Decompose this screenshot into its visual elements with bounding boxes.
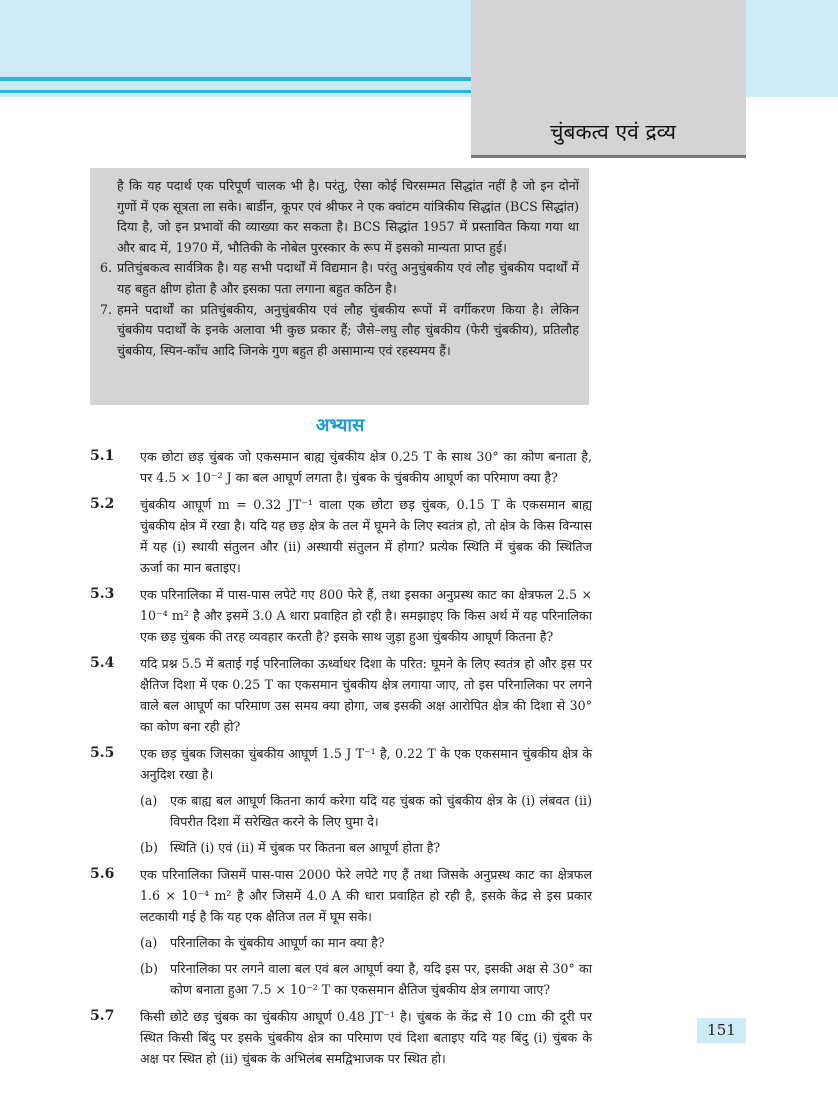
question-text: एक परिनालिका जिसमें पास-पास 2000 फेरे लपेटे गए हैं तथा जिसके अनुप्रस्थ काट का क्षेत्रफल 1.6 × 10⁻⁴ m² है और जिसमें 4.0 A की धारा प्रवाहित हो रही है, इसके केंद्र से इस प्रकार लटकायी गई है कि यह एक क्षैतिज तल में घूम सके।: [140, 867, 592, 924]
sub-text: स्थिति (i) एवं (ii) में चुंबक पर कितना बल आघूर्ण होता है?: [170, 840, 441, 855]
sub-text: परिनालिका पर लगने वाला बल एवं बल आघूर्ण क्या है, यदि इस पर, इसकी अक्ष से 30° का कोण बनाता हुआ 7.5 × 10⁻² T का एकसमान क्षैतिज चुंबकीय क्षेत्र लगाया जाए?: [170, 961, 592, 997]
point-text: हमने पदार्थों का प्रतिचुंबकीय, अनुचुंबकीय एवं लौह चुंबकीय रूपों में वर्गीकरण किया है। लेकिन चुंबकीय पदार्थों के इनके अलावा भी कुछ प्रकार हैं; जैसे–लघु लौह चुंबकीय (फेरी चुंबकीय), प्रतिलौह चुंबकीय, स्पिन-काँच आदि जिनके गुण बहुत ही असामान्य एवं रहस्यमय हैं।: [117, 301, 579, 358]
sub-label: (a): [140, 793, 158, 808]
sub-question: [140, 932, 592, 953]
exercise-question: [90, 743, 592, 858]
point-text: प्रतिचुंबकत्व सार्वत्रिक है। यह सभी पदार्थों में विद्यमान है। परंतु अनुचुंबकीय एवं लौह चुंबकीय पदार्थों में यह बहुत क्षीण होता है और इसका पता लगाना बहुत कठिन है।: [117, 260, 579, 296]
exercise-question: [90, 494, 592, 578]
question-text: किसी छोटे छड़ चुंबक का चुंबकीय आघूर्ण 0.48 JT⁻¹ है। चुंबक के केंद्र से 10 cm की दूरी पर स्थित किसी बिंदु पर इसके चुंबकीय क्षेत्र का परिमाण एवं दिशा बताइए यदि यह बिंदु (i) चुंबक के अक्ष पर स्थित हो (ii) चुंबक के अभिलंब समद्विभाजक पर स्थित हो।: [140, 1009, 592, 1066]
question-number: 5.4: [90, 655, 115, 671]
question-text: यदि प्रश्न 5.5 में बताई गई परिनालिका ऊर्ध्वाधर दिशा के परित: घूमने के लिए स्वतंत्र हो और इस पर क्षैतिज दिशा में एक 0.25 T का एकसमान चुंबकीय क्षेत्र लगाया जाए, तो इस परिनालिका पर लगने वाले बल आघूर्ण का परिमाण उस समय क्या होगा, जब इसकी अक्ष आरोपित क्षेत्र की दिशा से 30° का कोण बना रही हो?: [140, 656, 592, 734]
question-text: एक छड़ चुंबक जिसका चुंबकीय आघूर्ण 1.5 J T⁻¹ है, 0.22 T के एक एकसमान चुंबकीय क्षेत्र के अनुदिश रखा है।: [140, 746, 592, 782]
point-number: 7.: [100, 301, 113, 317]
question-number: 5.6: [90, 866, 115, 882]
sub-text: एक बाह्य बल आघूर्ण कितना कार्य करेगा यदि यह चुंबक को चुंबकीय क्षेत्र के (i) लंबवत (ii) विपरीत दिशा में सरेखित करने के लिए घुमा दे।: [170, 793, 592, 829]
chapter-title: चुंबकत्व एवं द्रव्य: [550, 120, 676, 144]
question-number: 5.7: [90, 1008, 115, 1024]
question-number: 5.1: [90, 448, 115, 464]
exercise-question: [90, 653, 592, 737]
sub-question: [140, 837, 592, 858]
exercise-list: [90, 446, 592, 1075]
question-number: 5.2: [90, 496, 115, 512]
sub-label: (b): [140, 840, 158, 855]
sub-label: (b): [140, 961, 158, 976]
question-number: 5.3: [90, 586, 115, 602]
exercise-question: [90, 446, 592, 488]
exercise-question: [90, 1006, 592, 1069]
question-text: एक छोटा छड़ चुंबक जो एकसमान बाह्य चुंबकीय क्षेत्र 0.25 T के साथ 30° का कोण बनाता है, पर 4.5 × 10⁻² J का बल आघूर्ण लगता है। चुंबक के चुंबकीय आघूर्ण का परिमाण क्या है?: [140, 449, 592, 485]
summary-point: [100, 300, 579, 362]
sub-text: परिनालिका के चुंबकीय आघूर्ण का मान क्या है?: [170, 935, 385, 950]
point-number: 6.: [100, 260, 113, 276]
sub-question: [140, 790, 592, 832]
sub-question: [140, 958, 592, 1000]
question-text: एक परिनालिका में पास-पास लपेटे गए 800 फेरे हैं, तथा इसका अनुप्रस्थ काट का क्षेत्रफल 2.5 × 10⁻⁴ m² है और इसमें 3.0 A धारा प्रवाहित हो रही है। समझाइए कि किस अर्थ में यह परिनालिका एक छड़ चुंबक की तरह व्यवहार करती है? इसके साथ जुड़ा हुआ चुंबकीय आघूर्ण कितना है?: [140, 587, 592, 644]
header-rule: [0, 77, 471, 81]
exercises-heading: अभ्यास: [315, 415, 365, 436]
sub-label: (a): [140, 935, 158, 950]
exercise-question: [90, 864, 592, 1000]
exercise-question: [90, 584, 592, 647]
summary-box: [90, 168, 589, 405]
chapter-title-box: [471, 0, 746, 158]
header-rule: [0, 90, 471, 93]
page-number: 151: [697, 1018, 746, 1043]
question-text: चुंबकीय आघूर्ण m = 0.32 JT⁻¹ वाला एक छोटा छड़ चुंबक, 0.15 T के एकसमान बाह्य चुंबकीय क्षेत्र में रखा है। यदि यह छड़ क्षेत्र के तल में घूमने के लिए स्वतंत्र हो, तो क्षेत्र के किस विन्यास में यह (i) स्थायी संतुलन और (ii) अस्थायी संतुलन में होगा? प्रत्येक स्थिति में चुंबक की स्थितिज ऊर्जा का मान बताइए।: [140, 497, 592, 575]
question-number: 5.5: [90, 745, 115, 761]
summary-point: [100, 258, 579, 299]
summary-continuation: है कि यह पदार्थ एक परिपूर्ण चालक भी है। परंतु, ऐसा कोई चिरसम्मत सिद्धांत नहीं है जो इन दोनों गुणों में एक सूत्रता ला सके। बार्डीन, कूपर एवं श्रीफर ने एक क्वांटम यांत्रिकीय सिद्धांत (BCS सिद्धांत) दिया है, जो इन प्रभावों की व्याख्या कर सकता है। BCS सिद्धांत 1957 में प्रस्तावित किया गया था और बाद में, 1970 में, भौतिकी के नोबेल पुरस्कार के रूप में इसको मान्यता प्राप्त हुई।: [117, 178, 579, 255]
